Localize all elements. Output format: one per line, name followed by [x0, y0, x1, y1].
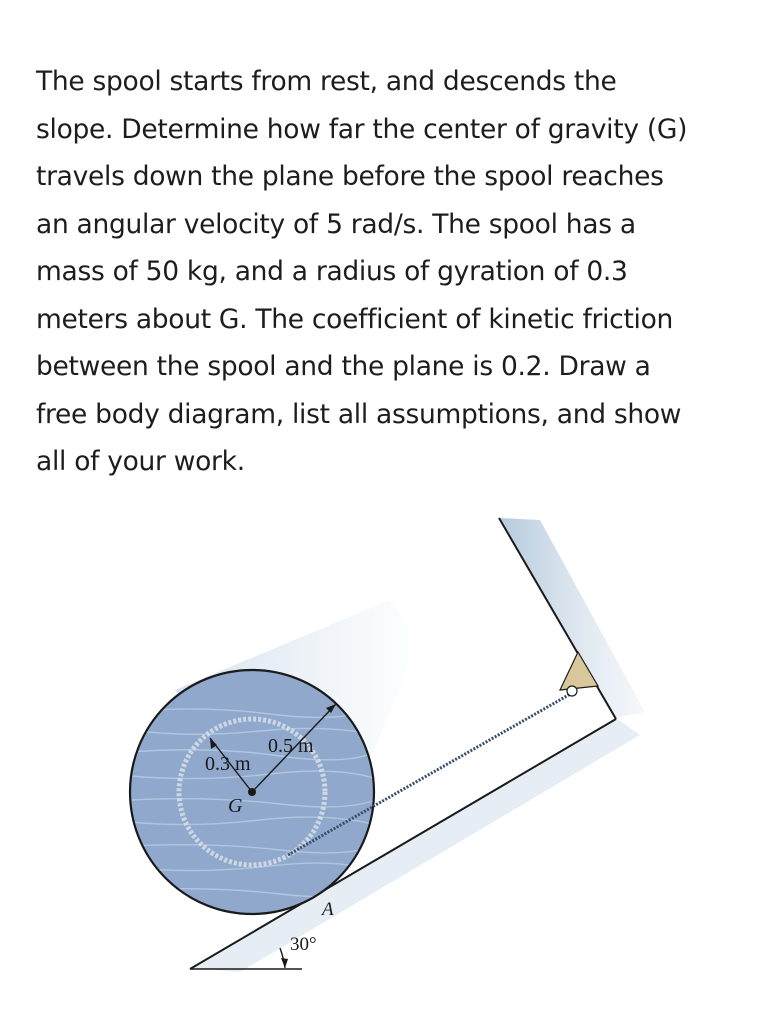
problem-line: travels down the plane before the spool reaches	[36, 161, 664, 192]
center-of-gravity-point	[248, 788, 256, 796]
problem-line: an angular velocity of 5 rad/s. The spool has a	[36, 208, 636, 240]
angle-label: 30°	[290, 934, 317, 955]
inner-radius-label: 0.3 m	[205, 753, 251, 775]
center-label: G	[228, 795, 243, 817]
problem-line: The spool starts from rest, and descends the	[36, 66, 617, 97]
problem-line: meters about G. The coefficient of kinetic friction	[36, 303, 674, 335]
problem-statement	[36, 58, 726, 486]
problem-line: between the spool and the plane is 0.2. Draw a	[36, 351, 651, 382]
wall-line	[499, 518, 616, 719]
problem-line: mass of 50 kg, and a radius of gyration of 0.3	[36, 256, 628, 287]
spool-incline-figure	[0, 500, 759, 1024]
outer-radius-label: 0.5 m	[268, 735, 314, 757]
problem-line: free body diagram, list all assumptions, and show	[36, 398, 682, 430]
problem-line: all of your work.	[36, 446, 245, 477]
problem-line: slope. Determine how far the center of gravity (G)	[36, 113, 688, 145]
contact-point-label: A	[322, 899, 334, 920]
